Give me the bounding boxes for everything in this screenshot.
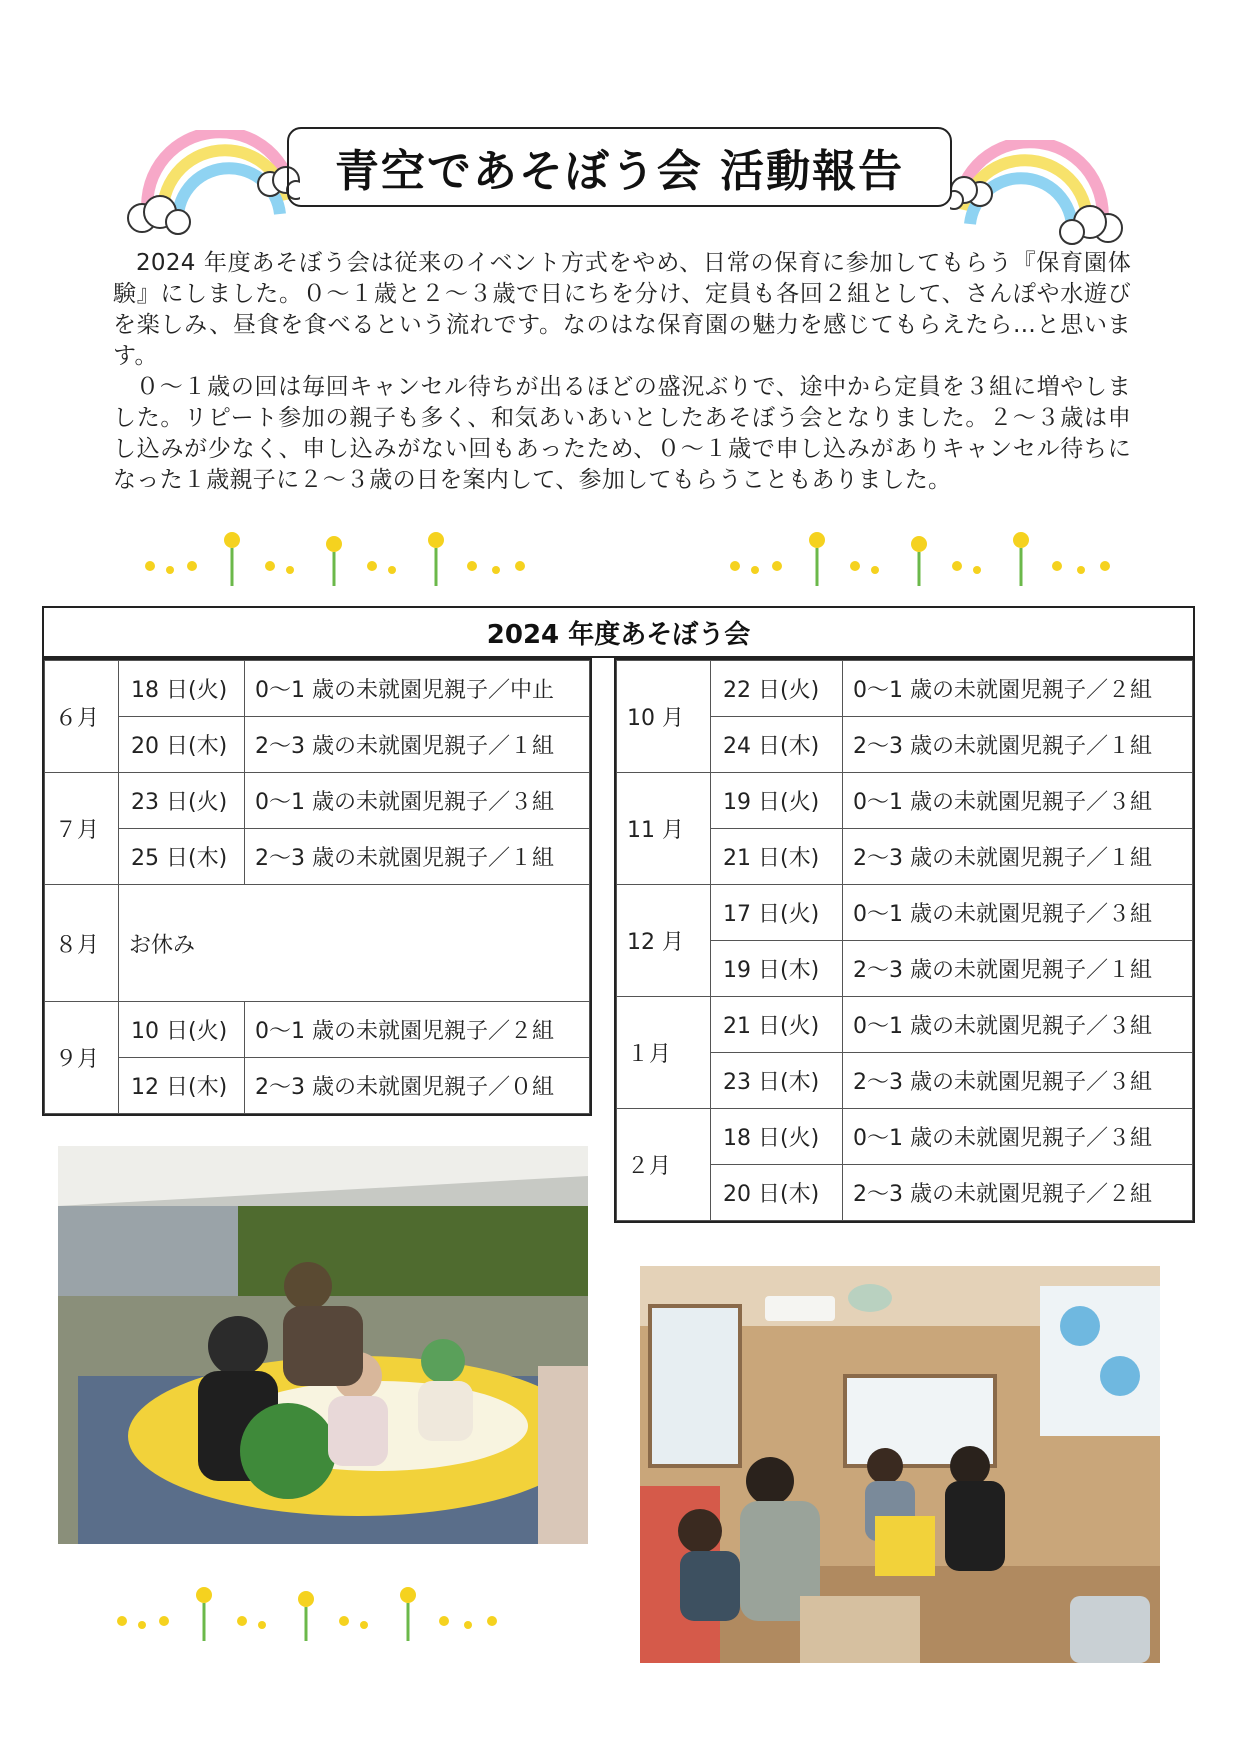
desc-cell: 0～1 歳の未就園児親子／３組 bbox=[843, 773, 1193, 829]
month-cell: ９月 bbox=[45, 1002, 119, 1114]
page-title: 青空であそぼう会 活動報告 bbox=[287, 127, 952, 207]
day-cell: 21 日(木) bbox=[711, 829, 843, 885]
rainbow-cloud-icon bbox=[950, 140, 1130, 250]
day-cell: 20 日(木) bbox=[711, 1165, 843, 1221]
desc-cell: 2～3 歳の未就園児親子／３組 bbox=[843, 1053, 1193, 1109]
day-cell: 18 日(火) bbox=[119, 661, 245, 717]
day-cell: 17 日(火) bbox=[711, 885, 843, 941]
desc-cell: 2～3 歳の未就園児親子／０組 bbox=[245, 1058, 590, 1114]
day-cell: 12 日(木) bbox=[119, 1058, 245, 1114]
day-cell: 24 日(木) bbox=[711, 717, 843, 773]
table-row bbox=[617, 997, 1193, 1053]
day-cell: 19 日(木) bbox=[711, 941, 843, 997]
month-cell: ７月 bbox=[45, 773, 119, 885]
flower-border-icon bbox=[140, 530, 540, 588]
table-row bbox=[45, 717, 590, 773]
rainbow-cloud-icon bbox=[120, 130, 300, 240]
indoor-room-photo bbox=[640, 1266, 1160, 1663]
desc-cell: 2～3 歳の未就園児親子／１組 bbox=[245, 717, 590, 773]
desc-cell: 2～3 歳の未就園児親子／１組 bbox=[843, 941, 1193, 997]
desc-cell: 2～3 歳の未就園児親子／１組 bbox=[843, 829, 1193, 885]
flower-border-icon bbox=[725, 530, 1125, 588]
table-row bbox=[617, 661, 1193, 717]
month-cell: ６月 bbox=[45, 661, 119, 773]
intro-paragraph-2: ０～１歳の回は毎回キャンセル待ちが出るほどの盛況ぶりで、途中から定員を３組に増やしました。リピート参加の親子も多く、和気あいあいとしたあそぼう会となりました。２～３歳は申し込みが少なく、申し込みがない回もあったため、０～１歳で申し込みがありキャンセル待ちになった１歳親子に２～３歳の日を案内して、参加してもらうこともありました。 bbox=[113, 374, 1131, 493]
month-cell: 12 月 bbox=[617, 885, 711, 997]
desc-cell: 0～1 歳の未就園児親子／３組 bbox=[843, 997, 1193, 1053]
table-row bbox=[45, 829, 590, 885]
day-cell: 25 日(木) bbox=[119, 829, 245, 885]
intro-text bbox=[113, 248, 1131, 496]
month-cell: 11 月 bbox=[617, 773, 711, 885]
month-cell: 10 月 bbox=[617, 661, 711, 773]
table-row bbox=[45, 885, 590, 1002]
desc-cell: 2～3 歳の未就園児親子／１組 bbox=[245, 829, 590, 885]
table-row bbox=[45, 1058, 590, 1114]
desc-cell: 0～1 歳の未就園児親子／３組 bbox=[245, 773, 590, 829]
table-row bbox=[45, 661, 590, 717]
day-cell: 21 日(火) bbox=[711, 997, 843, 1053]
day-cell: 10 日(火) bbox=[119, 1002, 245, 1058]
table-row bbox=[45, 1002, 590, 1058]
desc-cell: 0～1 歳の未就園児親子／中止 bbox=[245, 661, 590, 717]
schedule-table-right bbox=[614, 658, 1195, 1223]
table-row bbox=[617, 1109, 1193, 1165]
day-cell: 19 日(火) bbox=[711, 773, 843, 829]
desc-cell: 0～1 歳の未就園児親子／３組 bbox=[843, 1109, 1193, 1165]
day-cell: 18 日(火) bbox=[711, 1109, 843, 1165]
flower-border-icon bbox=[112, 1585, 512, 1643]
month-cell: ２月 bbox=[617, 1109, 711, 1221]
note-cell: お休み bbox=[119, 885, 590, 1002]
table-row bbox=[617, 885, 1193, 941]
desc-cell: 2～3 歳の未就園児親子／２組 bbox=[843, 1165, 1193, 1221]
day-cell: 20 日(木) bbox=[119, 717, 245, 773]
desc-cell: 0～1 歳の未就園児親子／２組 bbox=[245, 1002, 590, 1058]
table-row bbox=[617, 773, 1193, 829]
desc-cell: 0～1 歳の未就園児親子／２組 bbox=[843, 661, 1193, 717]
day-cell: 22 日(火) bbox=[711, 661, 843, 717]
schedule-heading: 2024 年度あそぼう会 bbox=[42, 606, 1195, 658]
intro-paragraph-1: 2024 年度あそぼう会は従来のイベント方式をやめ、日常の保育に参加してもらう『保育園体験』にしました。０～１歳と２～３歳で日にちを分け、定員も各回２組として、さんぽや水遊びを楽しみ、昼食を食べるという流れです。なのはな保育園の魅力を感じてもらえたら…と思います。 bbox=[113, 250, 1131, 369]
day-cell: 23 日(木) bbox=[711, 1053, 843, 1109]
month-cell: ８月 bbox=[45, 885, 119, 1002]
day-cell: 23 日(火) bbox=[119, 773, 245, 829]
schedule-table-left bbox=[42, 658, 592, 1116]
month-cell: １月 bbox=[617, 997, 711, 1109]
desc-cell: 2～3 歳の未就園児親子／１組 bbox=[843, 717, 1193, 773]
outdoor-pool-photo bbox=[58, 1146, 588, 1544]
desc-cell: 0～1 歳の未就園児親子／３組 bbox=[843, 885, 1193, 941]
table-row bbox=[45, 773, 590, 829]
